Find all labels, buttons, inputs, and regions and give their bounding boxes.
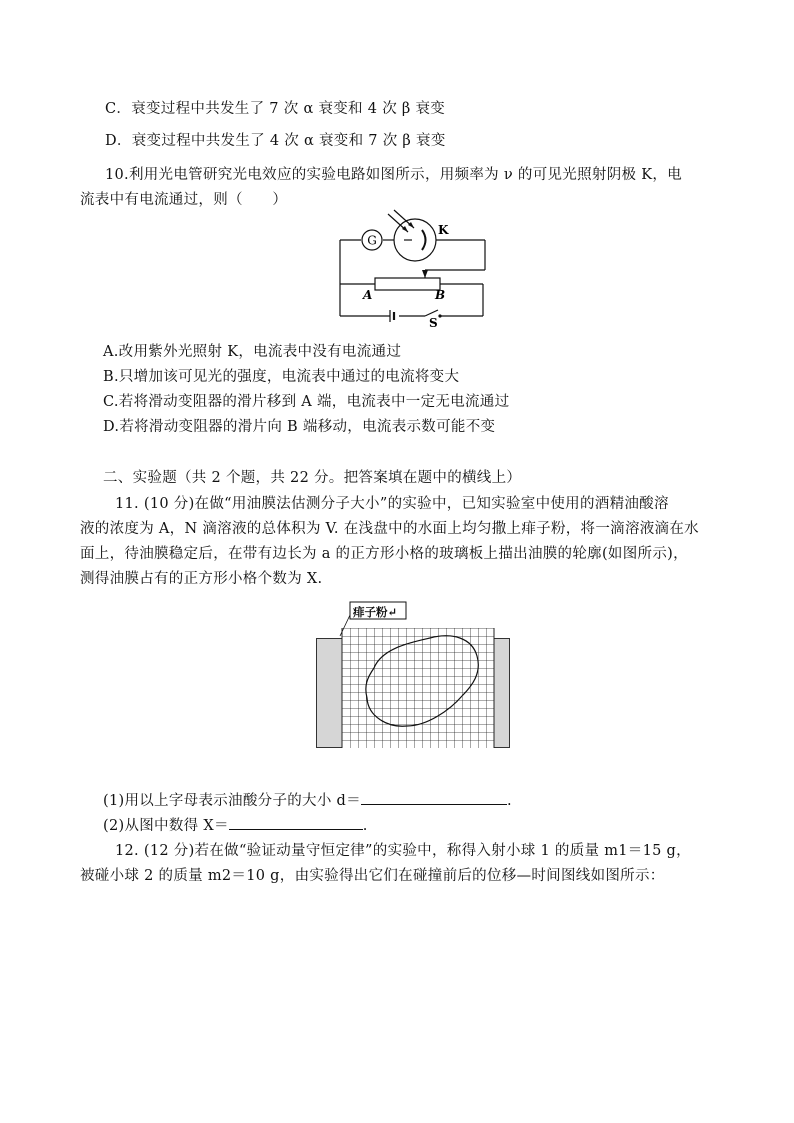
q11-sub2-suffix: . bbox=[362, 818, 368, 834]
switch-label: S bbox=[429, 316, 438, 330]
q11-sub1-prefix: (1)用以上字母表示油酸分子的大小 d＝ bbox=[103, 793, 361, 809]
option-9c: C．衰变过程中共发生了 7 次 α 衰变和 4 次 β 衰变 bbox=[105, 101, 446, 117]
photoelectric-circuit-figure bbox=[330, 208, 500, 330]
oil-film-figure bbox=[312, 598, 512, 753]
q10-option-a: A.改用紫外光照射 K，电流表中没有电流通过 bbox=[103, 344, 402, 360]
rheostat-end-a-label: A bbox=[363, 288, 373, 302]
q12-stem-line1: 12. (12 分)若在做“验证动量守恒定律”的实验中，称得入射小球 1 的质量 m1＝15 g， bbox=[115, 843, 691, 859]
rheostat-end-b-label: B bbox=[435, 288, 446, 302]
q11-stem-line1: 11. (10 分)在做“用油膜法估测分子大小”的实验中，已知实验室中使用的酒精油酸溶 bbox=[115, 496, 669, 512]
q11-sub2 bbox=[103, 814, 368, 835]
q11-answer-blank-1[interactable] bbox=[361, 790, 507, 805]
q11-sub1 bbox=[103, 789, 512, 810]
q11-stem-line2: 液的浓度为 A，N 滴溶液的总体积为 V. 在浅盘中的水面上均匀撒上痱子粉，将一滴溶液滴在水 bbox=[80, 521, 699, 537]
q10-stem-line1: 10.利用光电管研究光电效应的实验电路如图所示，用频率为 ν 的可见光照射阴极 K，电 bbox=[105, 167, 682, 183]
galvanometer-label: G bbox=[367, 233, 377, 248]
q11-sub1-suffix: . bbox=[506, 793, 512, 809]
q12-stem-line2: 被碰小球 2 的质量 m2＝10 g，由实验得出它们在碰撞前后的位移—时间图线如图所示： bbox=[80, 868, 665, 884]
section-2-title: 二、实验题（共 2 个题，共 22 分。把答案填在题中的横线上） bbox=[103, 470, 522, 486]
powder-label: 痱子粉↵ bbox=[353, 605, 398, 619]
q10-option-b: B.只增加该可见光的强度，电流表中通过的电流将变大 bbox=[103, 369, 460, 385]
q11-stem-line4: 测得油膜占有的正方形小格个数为 X. bbox=[80, 571, 323, 587]
q10-stem-line2: 流表中有电流通过，则（ ） bbox=[80, 192, 288, 208]
q11-stem-line3: 面上，待油膜稳定后，在带有边长为 a 的正方形小格的玻璃板上描出油膜的轮廓(如图所示)， bbox=[80, 546, 688, 562]
q10-option-d: D.若将滑动变阻器的滑片向 B 端移动，电流表示数可能不变 bbox=[103, 419, 496, 435]
cathode-label: K bbox=[438, 223, 449, 237]
q11-sub2-prefix: (2)从图中数得 X＝ bbox=[103, 818, 229, 834]
q11-answer-blank-2[interactable] bbox=[229, 815, 363, 830]
q10-option-c: C.若将滑动变阻器的滑片移到 A 端，电流表中一定无电流通过 bbox=[103, 394, 510, 410]
option-9d: D．衰变过程中共发生了 4 次 α 衰变和 7 次 β 衰变 bbox=[105, 133, 446, 149]
